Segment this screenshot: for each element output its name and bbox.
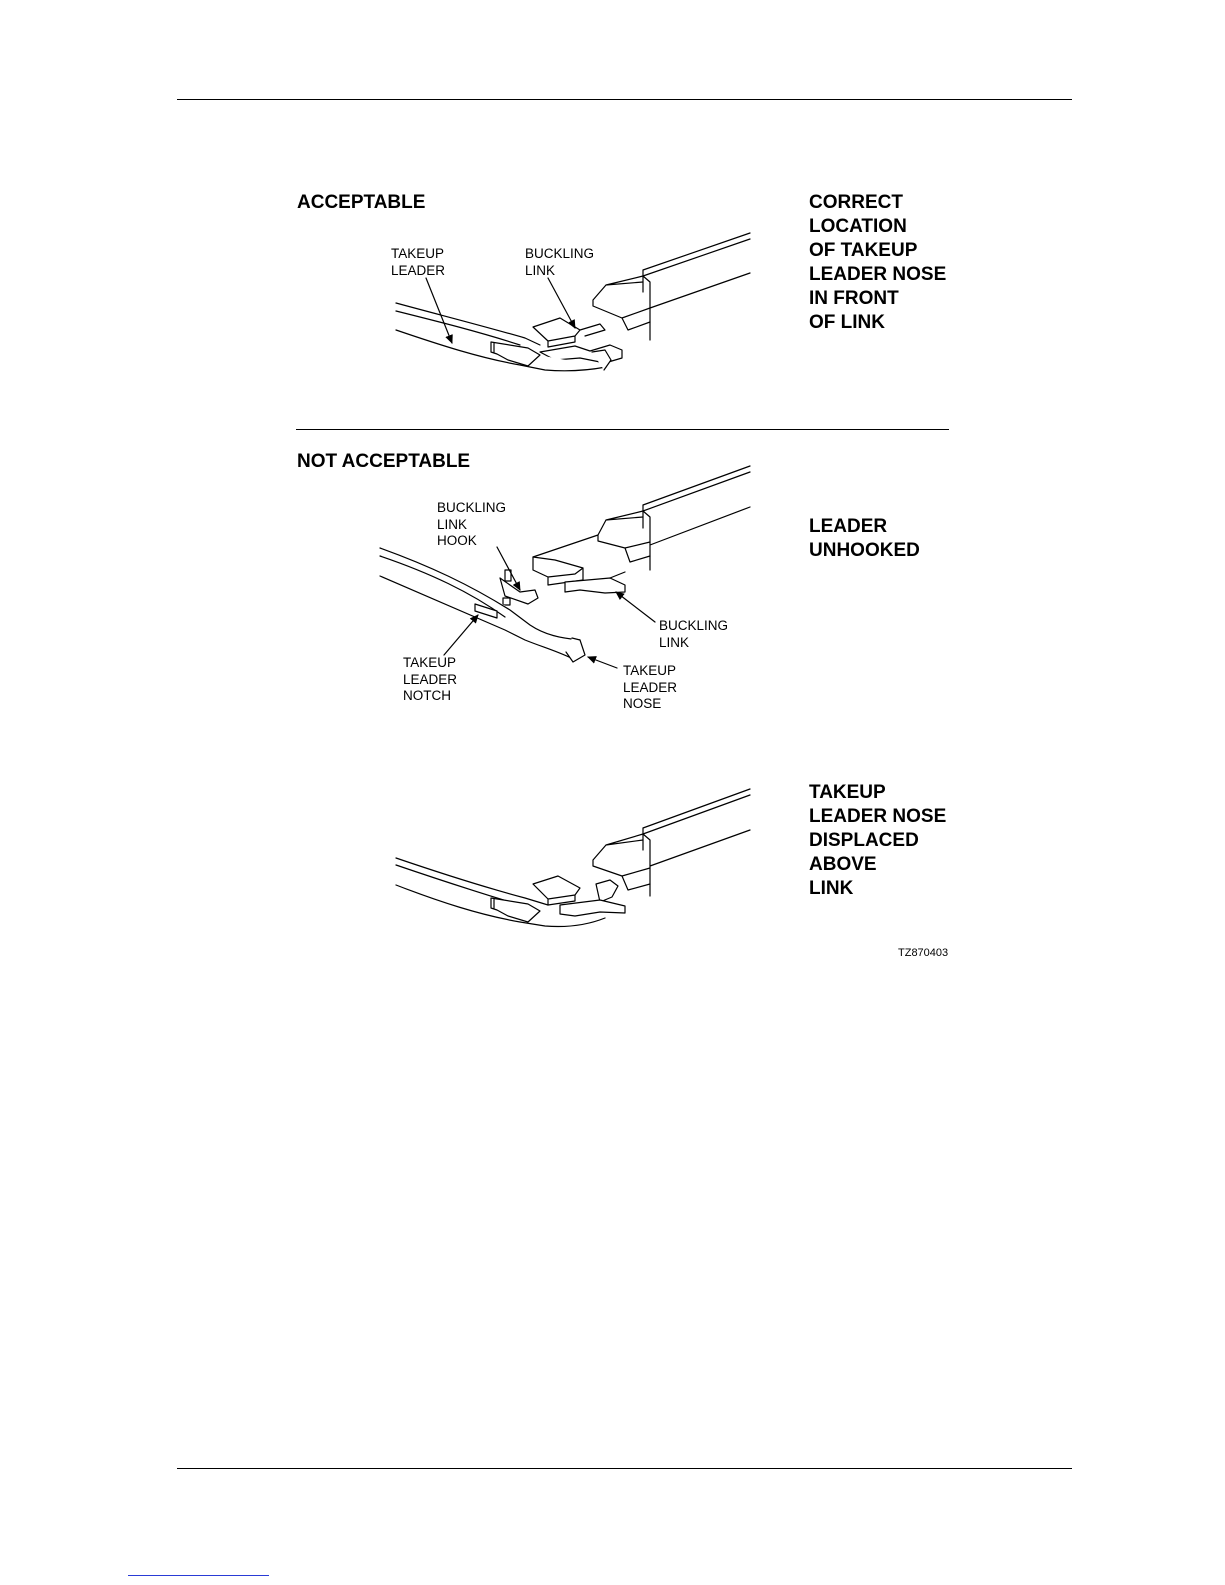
takeup-leader-notch-label: TAKEUP LEADER NOTCH — [403, 655, 458, 703]
not-acceptable-heading: NOT ACCEPTABLE — [297, 451, 471, 472]
acceptable-description: CORRECT LOCATION OF TAKEUP LEADER NOSE IN FRONT OF LINK — [809, 192, 947, 333]
acceptable-heading: ACCEPTABLE — [297, 192, 426, 213]
buckling-link-label: BUCKLING LINK — [525, 246, 595, 278]
buckling-link-body — [593, 276, 650, 330]
buckling-link-hook-label: BUCKLING LINK HOOK — [437, 500, 507, 548]
buckling-link-strip — [643, 466, 750, 570]
buckling-link-tongue — [533, 876, 580, 905]
leader-unhooked-description: LEADER UNHOOKED — [809, 516, 920, 561]
buckling-link-body — [593, 834, 650, 890]
leader-notch — [491, 342, 540, 366]
nose-displaced-description: TAKEUP LEADER NOSE DISPLACED ABOVE LINK — [809, 782, 947, 899]
leader-nose — [566, 638, 585, 662]
leader-notch — [491, 898, 540, 922]
buckling-link-strip — [643, 233, 750, 340]
buckling-link-body — [533, 511, 650, 562]
buckling-link-strip — [643, 789, 750, 896]
takeup-leader-label: TAKEUP LEADER — [391, 246, 446, 278]
figure-id: TZ870403 — [898, 947, 949, 959]
buckling-link-label: BUCKLING LINK — [659, 618, 729, 650]
buckling-link-tongue — [533, 318, 605, 347]
displaced-drawing — [396, 789, 750, 927]
takeup-leader-nose-label: TAKEUP LEADER NOSE — [623, 663, 678, 711]
